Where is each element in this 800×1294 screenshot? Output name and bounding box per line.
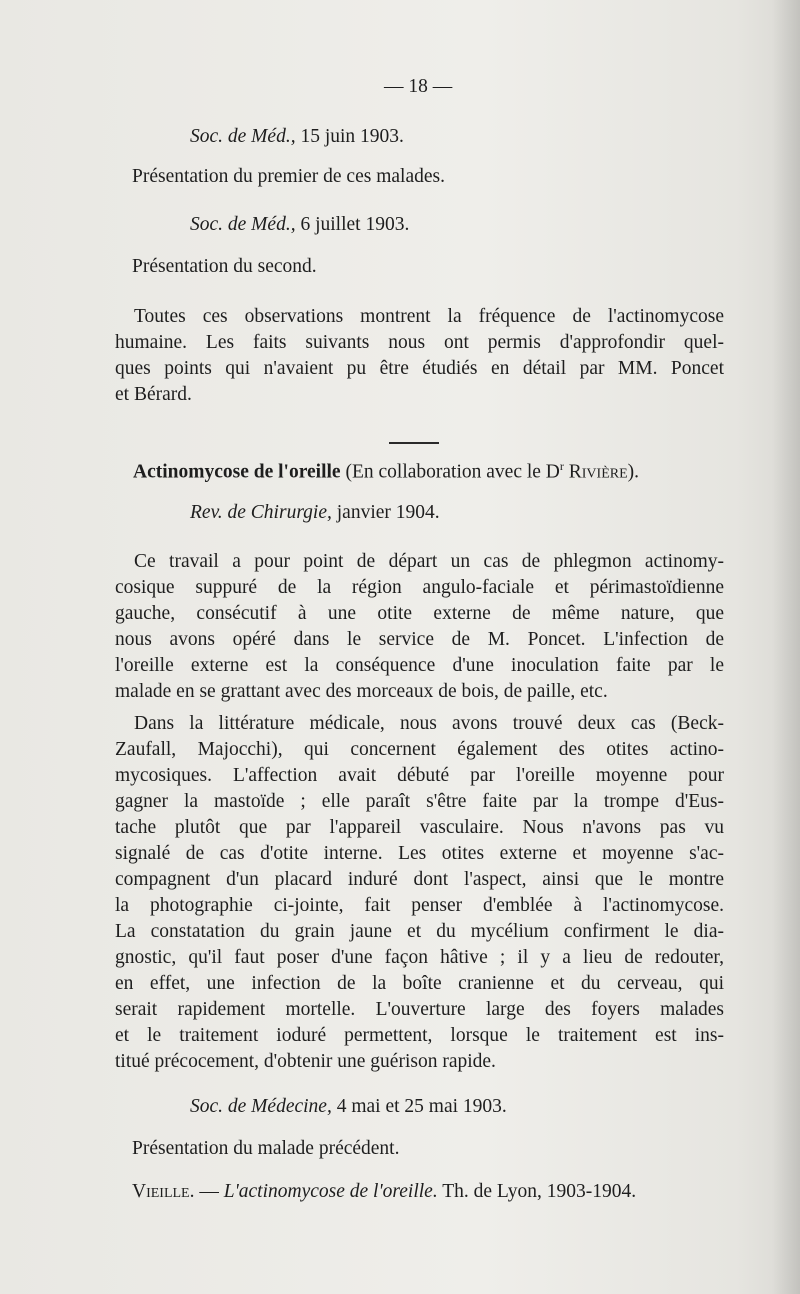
section-title: Actinomycose de l'oreille [133, 461, 341, 483]
reference-date: 15 juin 1903. [300, 126, 404, 147]
section-divider [389, 442, 439, 444]
paragraph-line: et le traitement ioduré permettent, lorsque le traitement est ins- [115, 1025, 724, 1046]
paragraph-line: et Bérard. [115, 384, 192, 405]
paragraph-line: serait rapidement mortelle. L'ouverture large des foyers malades [115, 999, 724, 1020]
page-number: — 18 — [384, 76, 453, 97]
journal-date: janvier 1904. [336, 502, 440, 523]
paragraph-line: l'oreille externe est la conséquence d'une inoculation faite par le [115, 655, 724, 676]
paragraph-line: ques points qui n'avaient pu être étudiés en détail par MM. Poncet [115, 358, 724, 379]
paragraph-line: cosique suppuré de la région angulo-faciale et périmastoïdienne [115, 577, 724, 598]
presentation-line-1: Présentation du premier de ces malades. [132, 166, 445, 187]
journal-name: Rev. de Chirurgie, [190, 502, 332, 523]
collaborator-name: Rivière [568, 461, 628, 483]
reference-line-3 [190, 1094, 507, 1120]
page-edge-shadow [772, 0, 800, 1294]
paragraph-line: titué précocement, d'obtenir une guérison rapide. [115, 1051, 496, 1072]
citation-title: L'actinomycose de l'oreille. [223, 1181, 438, 1202]
paragraph-line: Dans la littérature médicale, nous avons trouvé deux cas (Beck- [134, 713, 724, 734]
reference-date: 4 mai et 25 mai 1903. [336, 1096, 507, 1117]
paragraph-line: Ce travail a pour point de départ un cas de phlegmon actinomy- [134, 551, 724, 572]
paragraph-line: gnostic, qu'il faut poser d'une façon hâtive ; il y a lieu de redouter, [115, 947, 724, 968]
section-heading: Actinomycose de l'oreille (En collaboration avec le $D^r$ Rivière). [133, 459, 640, 483]
reference-source: Soc. de Méd., [190, 214, 296, 235]
paragraph-line: la photographie ci-jointe, fait penser d'emblée à l'actinomycose. [115, 895, 724, 916]
reference-source: Soc. de Méd., [190, 126, 296, 147]
paragraph-line: mycosiques. L'affection avait débuté par l'oreille moyenne pour [115, 765, 724, 786]
reference-date: 6 juillet 1903. [300, 214, 410, 235]
bibliography-citation: Vieille. — L'actinomycose de l'oreille. Th. de Lyon, 1903-1904. [132, 1181, 637, 1202]
paragraph-line: malade en se grattant avec des morceaux de bois, de paille, etc. [115, 681, 608, 702]
reference-line-2 [190, 212, 409, 238]
presentation-line-2: Présentation du second. [132, 256, 317, 277]
citation-details: Th. de Lyon, 1903-1904. [442, 1181, 637, 1202]
paragraph-line: humaine. Les faits suivants nous ont permis d'approfondir quel- [115, 332, 724, 353]
paragraph-line: La constatation du grain jaune et du mycélium confirment le dia- [115, 921, 724, 942]
paragraph-line: Zaufall, Majocchi), qui concernent également des otites actino- [115, 739, 724, 760]
citation-author: Vieille. [132, 1181, 195, 1202]
reference-source: Soc. de Médecine, [190, 1096, 332, 1117]
paragraph-line: Toutes ces observations montrent la fréquence de l'actinomycose [134, 306, 724, 327]
journal-reference [190, 500, 440, 526]
paragraph-line: signalé de cas d'otite interne. Les otites externe et moyenne s'ac- [115, 843, 724, 864]
reference-line-1 [190, 124, 404, 150]
paragraph-line: gauche, consécutif à une otite externe de même nature, que [115, 603, 724, 624]
paragraph-line: en effet, une infection de la boîte cranienne et du cerveau, qui [115, 973, 724, 994]
paragraph-line: tache plutôt que par l'appareil vasculaire. Nous n'avons pas vu [115, 817, 724, 838]
presentation-line-3: Présentation du malade précédent. [132, 1138, 400, 1159]
paragraph-line: nous avons opéré dans le service de M. Poncet. L'infection de [115, 629, 724, 650]
paragraph-line: compagnent d'un placard induré dont l'aspect, ainsi que le montre [115, 869, 724, 890]
paragraph-line: gagner la mastoïde ; elle paraît s'être faite par la trompe d'Eus- [115, 791, 724, 812]
